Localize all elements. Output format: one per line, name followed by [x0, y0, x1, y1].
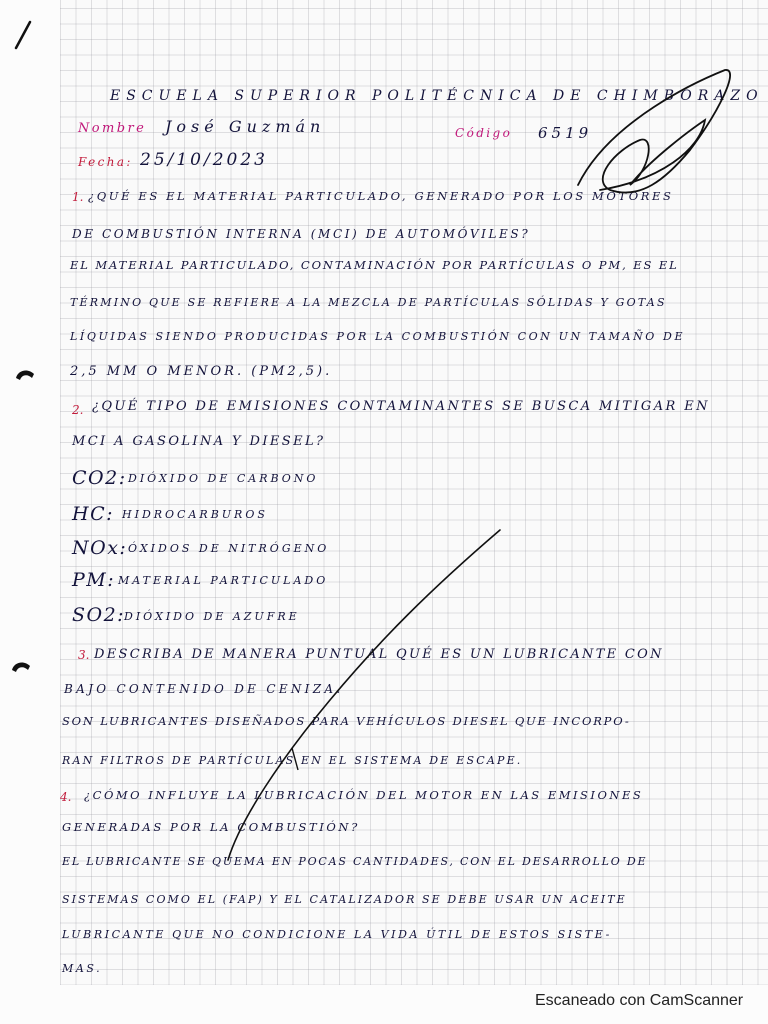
- question-number: 3.: [78, 648, 90, 662]
- answer-line: EL MATERIAL PARTICULADO, CONTAMINACIÓN POR PARTÍCULAS O PM, ES EL: [70, 258, 679, 272]
- code-label: Código: [455, 126, 513, 140]
- emission-symbol: PM:: [72, 569, 116, 591]
- emission-name: DIÓXIDO DE AZUFRE: [124, 610, 300, 623]
- question-line: BAJO CONTENIDO DE CENIZA.: [64, 682, 344, 696]
- question-line: DESCRIBA DE MANERA PUNTUAL QUÉ ES UN LUBRICANTE CON: [94, 647, 664, 662]
- answer-line: EL LUBRICANTE SE QUEMA EN POCAS CANTIDADES, CON EL DESARROLLO DE: [62, 855, 648, 868]
- school-title: ESCUELA SUPERIOR POLITÉCNICA DE CHIMBORAZO: [110, 88, 764, 104]
- answer-line: LÍQUIDAS SIENDO PRODUCIDAS POR LA COMBUSTIÓN CON UN TAMAÑO DE: [70, 330, 686, 343]
- name-label: Nombre: [78, 121, 147, 136]
- question-number: 4.: [60, 790, 72, 804]
- date-value: 25/10/2023: [140, 150, 268, 170]
- code-value: 6519: [538, 124, 593, 142]
- answer-line: SON LUBRICANTES DISEÑADOS PARA VEHÍCULOS DIESEL QUE INCORPO-: [62, 714, 631, 728]
- question-line: GENERADAS POR LA COMBUSTIÓN?: [62, 820, 360, 834]
- date-label: Fecha:: [78, 155, 133, 169]
- emission-symbol: CO2:: [72, 467, 127, 489]
- emission-name: DIÓXIDO DE CARBONO: [128, 472, 319, 485]
- punch-hole-icon: [10, 656, 32, 678]
- question-number: 1.: [72, 190, 84, 204]
- question-line: ¿QUÉ ES EL MATERIAL PARTICULADO, GENERADO POR LOS MOTORES: [88, 189, 674, 203]
- answer-line: LUBRICANTE QUE NO CONDICIONE LA VIDA ÚTIL DE ESTOS SISTE-: [62, 928, 612, 941]
- question-line: MCI A GASOLINA Y DIESEL?: [72, 434, 326, 449]
- question-number: 2.: [72, 403, 84, 417]
- answer-line: RAN FILTROS DE PARTÍCULAS EN EL SISTEMA DE ESCAPE.: [62, 754, 523, 767]
- name-value: José Guzmán: [165, 117, 326, 136]
- emission-name: ÓXIDOS DE NITRÓGENO: [128, 542, 330, 555]
- answer-line: 2,5 ΜM O MENOR. (PM2,5).: [70, 364, 333, 379]
- answer-line: TÉRMINO QUE SE REFIERE A LA MEZCLA DE PARTÍCULAS SÓLIDAS Y GOTAS: [70, 296, 667, 309]
- question-line: ¿QUÉ TIPO DE EMISIONES CONTAMINANTES SE BUSCA MITIGAR EN: [92, 399, 710, 414]
- emission-name: MATERIAL PARTICULADO: [118, 574, 329, 587]
- punch-hole-icon: [14, 364, 36, 386]
- emission-symbol: HC:: [72, 503, 115, 525]
- emission-symbol: NOx:: [72, 537, 128, 559]
- page-margin: [0, 0, 60, 1024]
- question-line: DE COMBUSTIÓN INTERNA (MCI) DE AUTOMÓVILES?: [72, 227, 531, 241]
- answer-line: MAS.: [62, 962, 103, 975]
- answer-line: SISTEMAS COMO EL (FAP) Y EL CATALIZADOR SE DEBE USAR UN ACEITE: [62, 893, 627, 906]
- scanner-watermark: Escaneado con CamScanner: [535, 992, 744, 1009]
- question-line: ¿CÓMO INFLUYE LA LUBRICACIÓN DEL MOTOR EN LAS EMISIONES: [84, 788, 644, 802]
- emission-name: HIDROCARBUROS: [122, 508, 268, 521]
- emission-symbol: SO2:: [72, 604, 126, 626]
